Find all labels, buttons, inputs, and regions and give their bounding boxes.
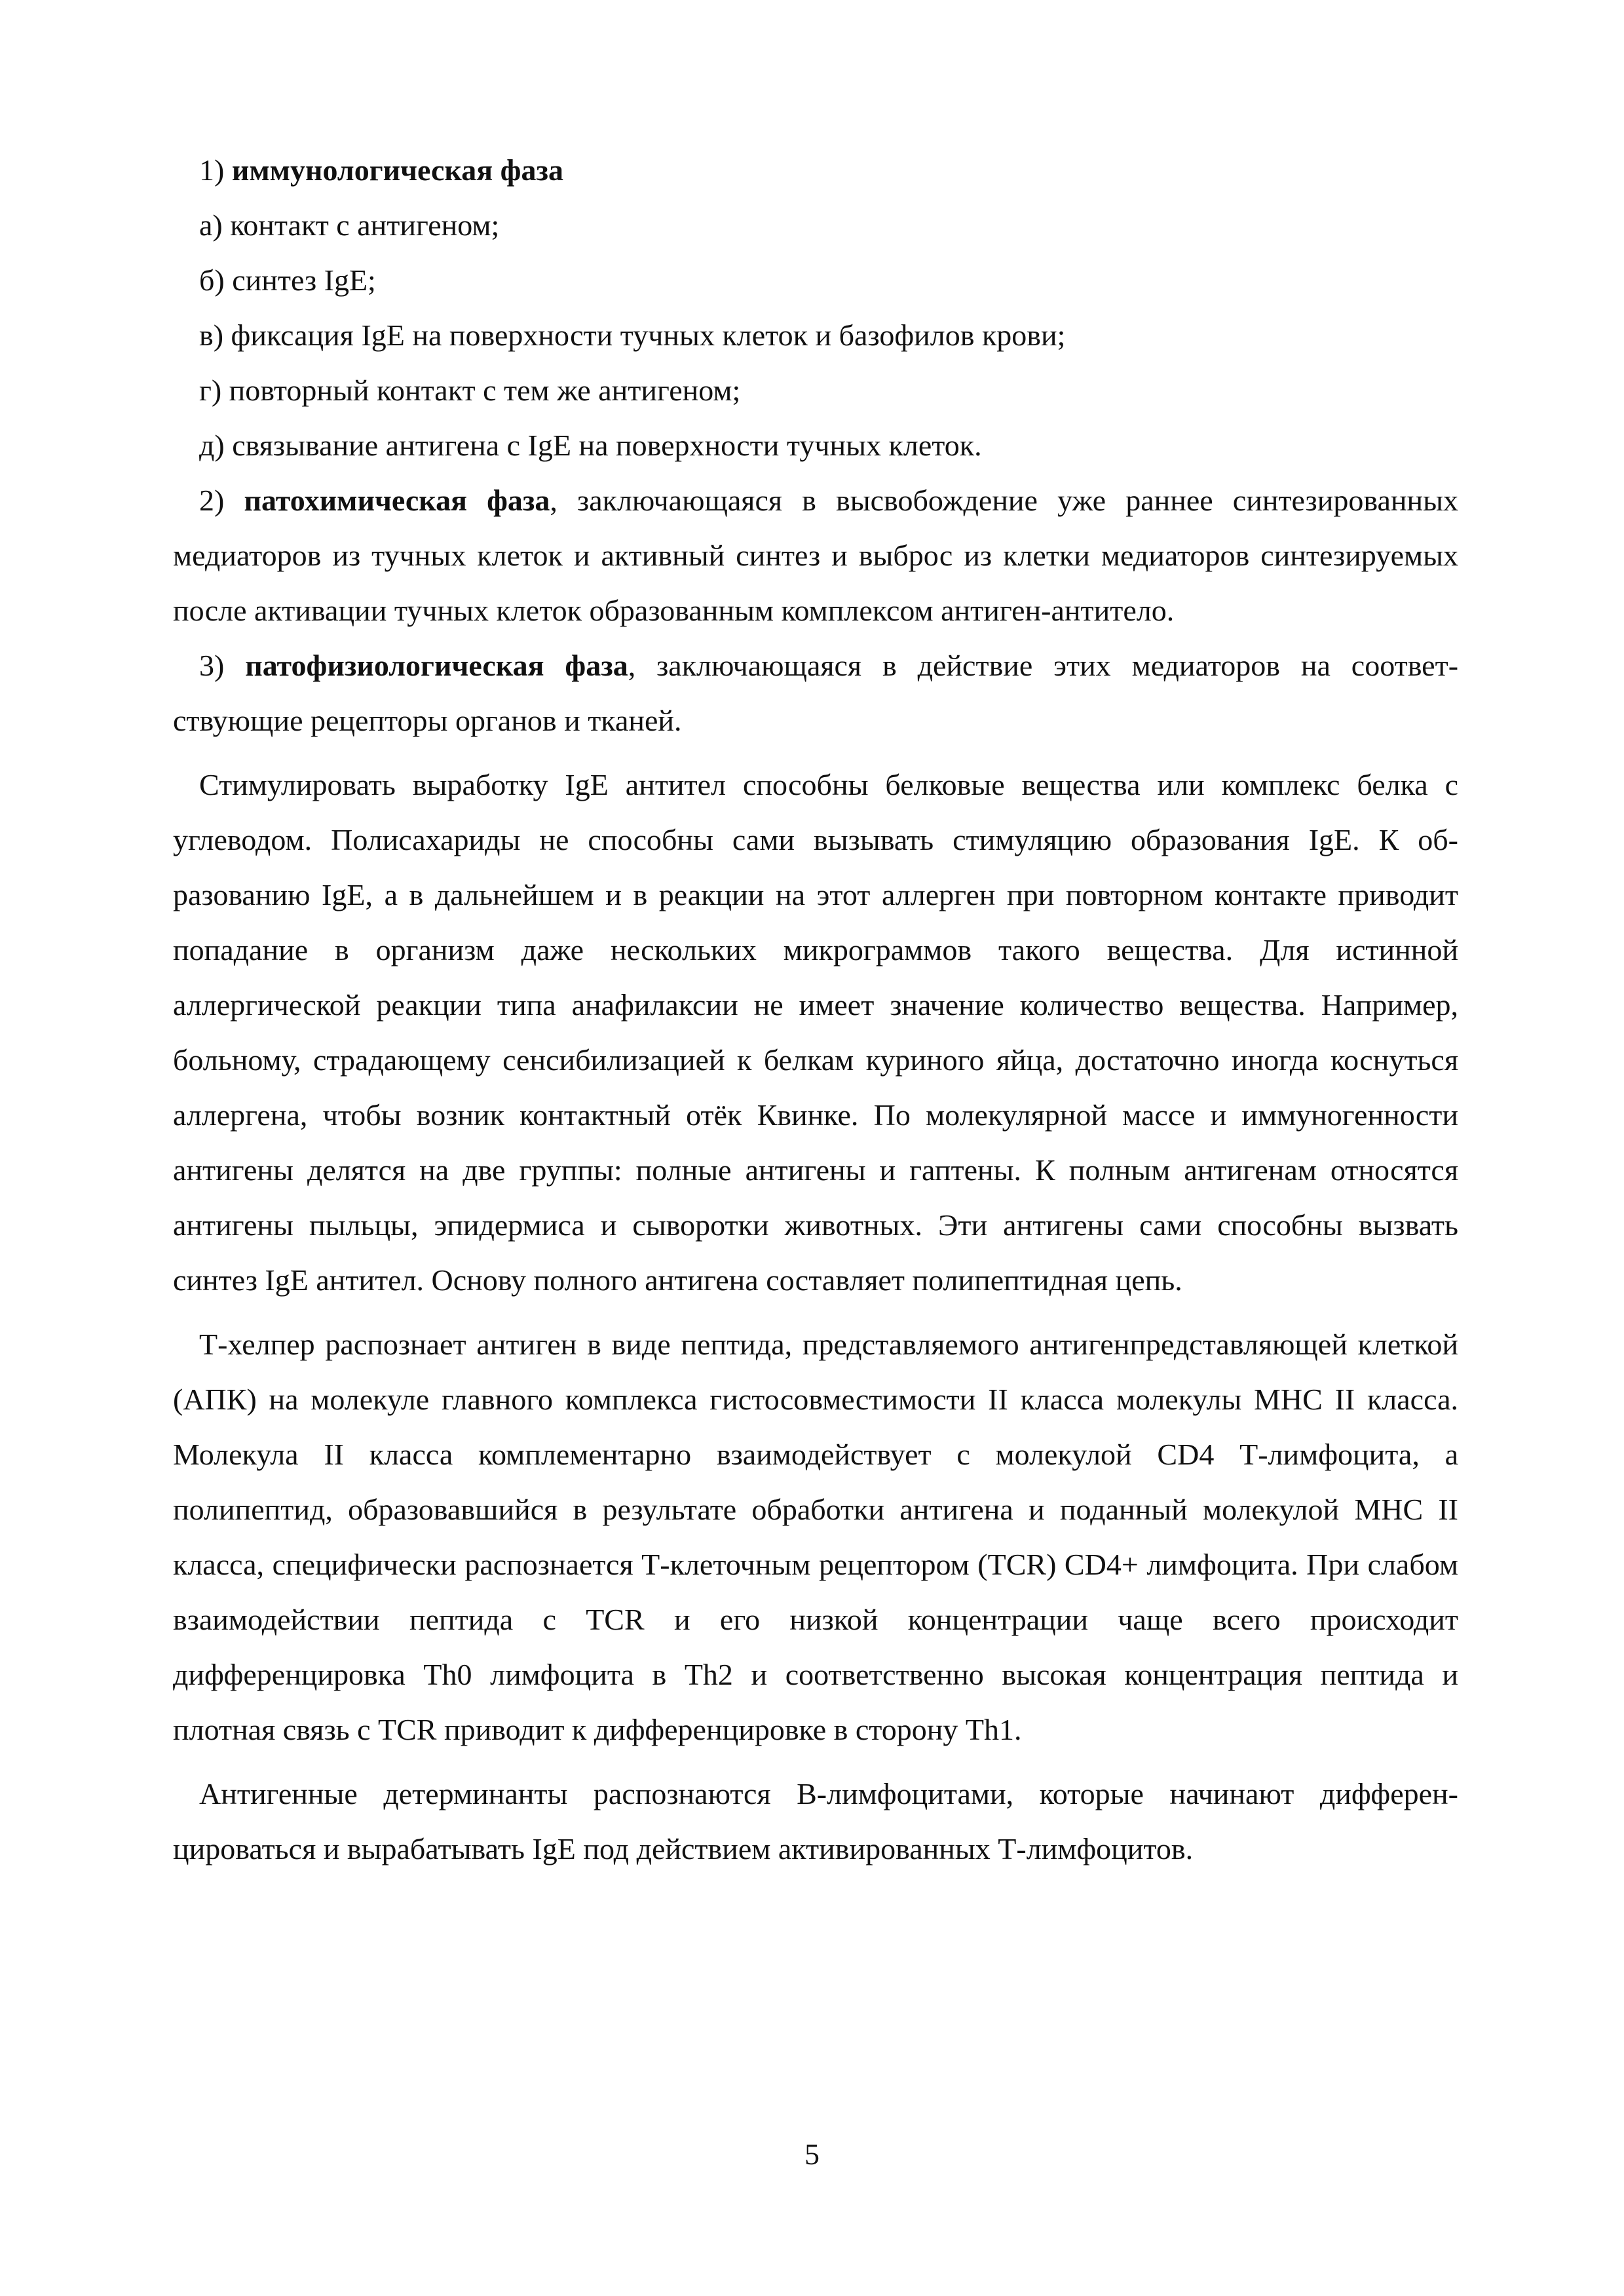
phase-3-text: , заключающаяся в действие этих медиаторов на соответствующие рецепторы органов и тканей.	[173, 649, 1459, 737]
phase-1-item: б) синтез IgE;	[199, 263, 376, 297]
phase-1-heading	[173, 143, 1458, 198]
paragraph-b-lymphocytes: Антигенные детерминанты распознаются В-лимфоцитами, которые начинают дифференцироваться и вырабатывать IgE под действием активированных Т-лимфоцитов.	[173, 1777, 1458, 1866]
paragraph-antigens: Стимулировать выработку IgE антител способны белковые вещества или комплекс белка с углеводом. Полисахариды не способны сами вызывать стимуляцию образования IgE. К образованию IgE, а в дальнейшем и в реакции на этот аллерген при повторном контакте приводит попадание в организм даже нескольких микрограммов такого вещества. Для истинной аллергической реакции типа анафилаксии не имеет значение количество вещества. Например, больному, страдающему сенсибилизацией к белкам куриного яйца, достаточно иногда коснуться аллергена, чтобы возник контактный отёк Квинке. По молекулярной массе и иммуногенности антигены делятся на две группы: полные антигены и гаптены. К полным антигенам относятся антигены пыльцы, эпидермиса и сыворотки животных. Эти антигены сами способны вызвать синтез IgE антител. Основу полного антигена составляет полипептидная цепь.	[173, 768, 1458, 1297]
phase-1-item: д) связывание антигена с IgE на поверхности тучных клеток.	[199, 429, 982, 462]
phase-3-title: патофизиологическая фаза	[245, 649, 628, 682]
page-number: 5	[804, 2137, 820, 2171]
phase-3-number: 3)	[199, 649, 225, 682]
body-text	[173, 143, 1458, 1877]
phase-2-text: , заключающаяся в высвобождение уже раннее синтезированных медиаторов из тучных клеток и активный синтез и выброс из клетки медиаторов синтезируемых после активации тучных клеток образованным комплексом антиген-антитело.	[173, 484, 1458, 627]
phase-3-paragraph	[173, 638, 1458, 748]
phase-1-item: в) фиксация IgE на поверхности тучных клеток и базофилов крови;	[199, 318, 1066, 352]
phase-1-title: иммунологическая фаза	[231, 153, 563, 187]
phase-1-item: г) повторный контакт с тем же антигеном;	[199, 373, 741, 407]
phase-1-number: 1)	[199, 153, 225, 187]
phase-1-item: а) контакт с антигеном;	[199, 208, 500, 242]
phase-2-title: патохимическая фаза	[244, 484, 550, 517]
paragraph-t-helper: Т-хелпер распознает антиген в виде пептида, представляемого антигенпредставляющей клеткой (АПК) на молекуле главного комплекса гистосовместимости II класса молекулы МНС II класса. Молекула II класса комплементарно взаимодействует с молекулой CD4 Т-лимфоцита, а полипептид, образовавшийся в результате обработки антигена и поданный молекулой МНС II класса, специфически распознается Т-клеточным рецептором (TCR) CD4+ лимфоцита. При слабом взаимодействии пептида с TCR и его низкой концентрации чаще всего происходит дифференцировка Th0 лимфоцита в Th2 и соответственно высокая концентрация пептида и плотная связь с TCR приводит к дифференцировке в сторону Th1.	[173, 1328, 1458, 1746]
phase-2-number: 2)	[199, 484, 225, 517]
phase-2-paragraph	[173, 473, 1458, 638]
